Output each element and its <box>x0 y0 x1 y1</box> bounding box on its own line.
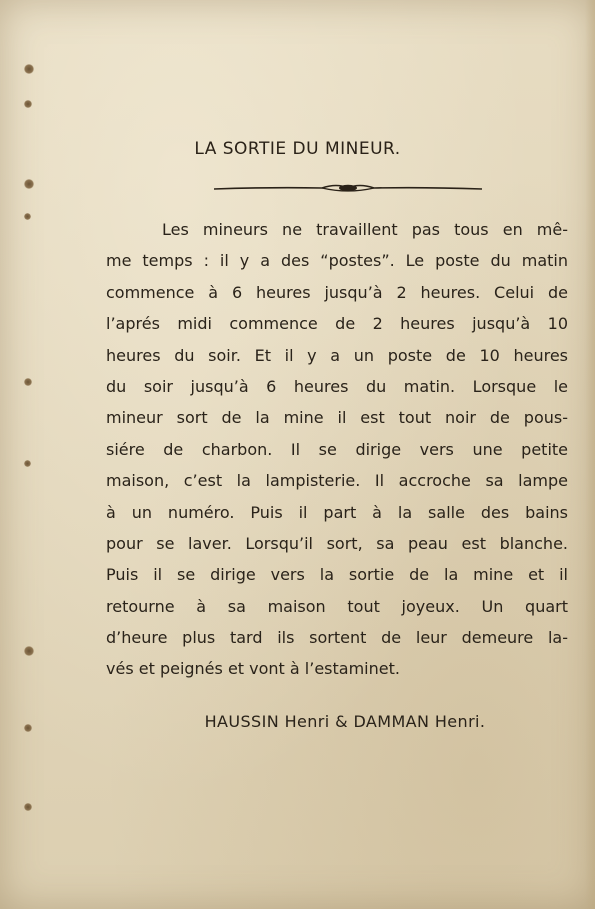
text-line: Puis il se dirige vers la sortie de la mine et il <box>106 565 568 585</box>
text-line: retourne à sa maison tout joyeux. Un quart <box>106 596 568 616</box>
text-line: maison, c’est la lampisterie. Il accroche sa lampe <box>106 471 568 491</box>
binding-hole <box>24 213 31 220</box>
binding-hole <box>24 803 32 811</box>
binding-hole <box>24 100 32 108</box>
text-line: heures du soir. Et il y a un poste de 10 heures <box>106 345 568 365</box>
text-line: l’aprés midi commence de 2 heures jusqu’à 10 <box>106 314 568 334</box>
binding-hole <box>24 460 31 467</box>
page-title: LA SORTIE DU MINEUR. <box>194 139 401 159</box>
text-line: du soir jusqu’à 6 heures du matin. Lorsque le <box>106 376 568 396</box>
binding-hole <box>24 179 34 189</box>
text-line: pour se laver. Lorsqu’il sort, sa peau est blanche. <box>106 533 568 553</box>
binding-hole <box>24 646 34 656</box>
article-body <box>106 214 568 685</box>
text-line: mineur sort de la mine il est tout noir de pous- <box>106 408 568 428</box>
page-edge <box>585 0 595 909</box>
binding-hole <box>24 64 34 74</box>
text-line: me temps : il y a des “postes”. Le poste du matin <box>106 251 568 271</box>
author-signature: HAUSSIN Henri & DAMMAN Henri. <box>204 712 486 731</box>
text-line: d’heure plus tard ils sortent de leur demeure la- <box>106 628 568 648</box>
text-line: vés et peignés et vont à l’estaminet. <box>106 659 400 679</box>
binding-hole <box>24 378 32 386</box>
text-line: commence à 6 heures jusqu’à 2 heures. Celui de <box>106 282 568 302</box>
ornament-divider-icon <box>212 180 484 196</box>
text-line: Les mineurs ne travaillent pas tous en mê- <box>162 220 568 239</box>
text-line: à un numéro. Puis il part à la salle des bains <box>106 502 568 522</box>
text-line: siére de charbon. Il se dirige vers une petite <box>106 439 568 459</box>
